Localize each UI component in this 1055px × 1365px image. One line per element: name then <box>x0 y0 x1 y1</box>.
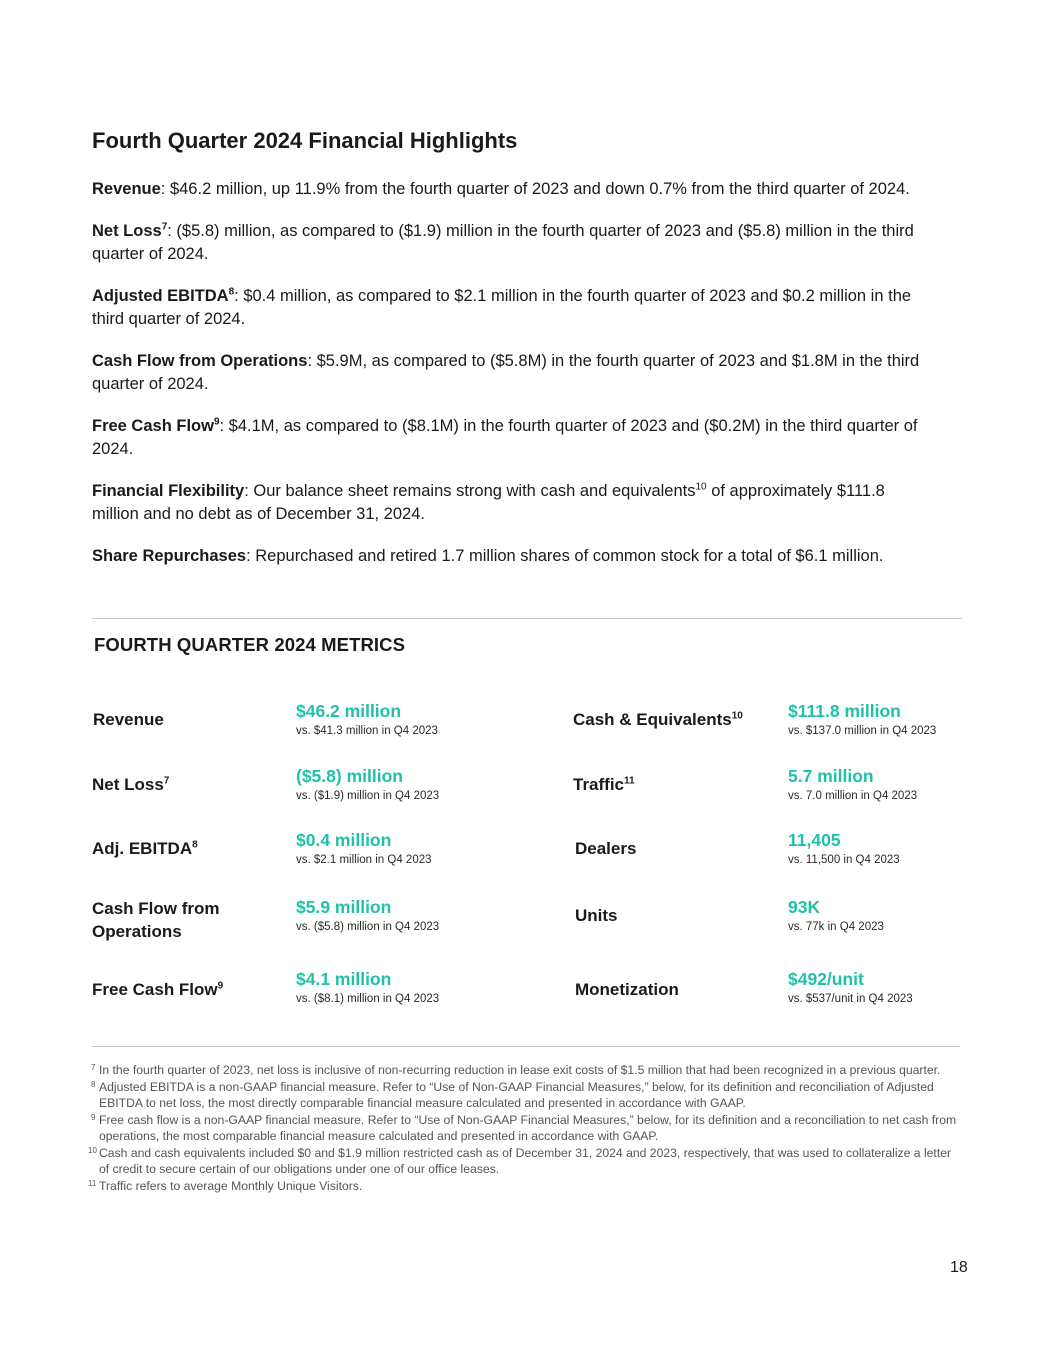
highlight-text: : ($5.8) million, as compared to ($1.9) million in the fourth quarter of 2023 and ($5.8) million in the third quarter of 2024. <box>92 222 914 263</box>
highlight-label: Free Cash Flow <box>92 417 214 435</box>
highlight-cash-flow-operations <box>92 350 932 396</box>
highlight-text: : $0.4 million, as compared to $2.1 million in the fourth quarter of 2023 and $0.2 million in the third quarter of 2024. <box>92 287 912 328</box>
metric-label-text: Monetization <box>575 980 679 999</box>
highlight-text: : $4.1M, as compared to ($8.1M) in the fourth quarter of 2023 and ($0.2M) in the third quarter of 2024. <box>92 417 918 458</box>
footnote-ref: 8 <box>228 286 235 298</box>
footnotes <box>88 1062 962 1194</box>
footnote-ref: 7 <box>163 775 170 787</box>
metric-value: 11,405 <box>788 830 841 850</box>
metric-value-dealers <box>788 829 900 866</box>
metric-compare: vs. ($8.1) million in Q4 2023 <box>296 993 440 1005</box>
metric-label-units <box>575 904 618 927</box>
metric-label-text: Cash & Equivalents <box>573 710 732 729</box>
highlight-text: : $5.9M, as compared to ($5.8M) in the fourth quarter of 2023 and $1.8M in the third quarter of 2024. <box>92 352 920 393</box>
highlight-financial-flexibility <box>92 480 932 526</box>
metric-label-free-cash-flow <box>92 978 223 1001</box>
footnote-number: 10 <box>88 1145 97 1155</box>
footnote-text: In the fourth quarter of 2023, net loss is inclusive of non-recurring reduction in lease exit costs of $1.5 million that had been recognized in a previous quarter. <box>99 1063 941 1077</box>
metric-compare: vs. $537/unit in Q4 2023 <box>788 993 913 1005</box>
page-number: 18 <box>950 1259 968 1276</box>
highlight-label: Cash Flow from Operations <box>92 352 308 370</box>
footnote-ref: 10 <box>695 481 707 493</box>
highlight-adjusted-ebitda <box>92 285 932 331</box>
metric-value: 93K <box>788 897 821 917</box>
metric-value: 5.7 million <box>788 766 874 786</box>
metric-value-monetization <box>788 968 913 1005</box>
metric-label-cash-flow-operations <box>92 897 220 943</box>
footnote-text: Traffic refers to average Monthly Unique Visitors. <box>99 1178 363 1193</box>
footnote-ref: 9 <box>213 416 220 428</box>
metric-label-dealers <box>575 837 636 860</box>
divider <box>92 618 962 619</box>
metric-compare: vs. ($5.8) million in Q4 2023 <box>296 921 440 933</box>
metric-compare: vs. 77k in Q4 2023 <box>788 921 884 933</box>
highlight-revenue <box>92 178 932 201</box>
metric-value: $5.9 million <box>296 897 392 917</box>
highlight-share-repurchases <box>92 545 932 568</box>
metric-label-text: Units <box>575 906 618 925</box>
footnote <box>88 1145 962 1178</box>
footnote-ref: 10 <box>731 710 743 722</box>
footnote <box>92 1112 962 1145</box>
metric-label-text: Cash Flow from <box>92 899 220 918</box>
metric-value: $4.1 million <box>296 969 392 989</box>
highlight-label: Share Repurchases <box>92 547 247 565</box>
page-title: Fourth Quarter 2024 Financial Highlights <box>92 128 518 153</box>
footnote <box>92 1079 962 1112</box>
metric-compare: vs. 11,500 in Q4 2023 <box>788 854 900 866</box>
footnote-text: Free cash flow is a non-GAAP financial measure. Refer to “Use of Non-GAAP Financial Measures,” below, for its definition and a reconciliation to net cash from operations, the most comparable financial measure calculated and presented in accordance with GAAP. <box>99 1112 957 1143</box>
metric-label-text: Adj. EBITDA <box>92 839 193 858</box>
metric-value: $492/unit <box>788 969 864 989</box>
highlight-net-loss <box>92 220 932 266</box>
highlight-free-cash-flow <box>92 415 932 461</box>
metric-label-net-loss <box>92 773 169 796</box>
metric-label-adj-ebitda <box>92 837 198 860</box>
metric-label-text: Dealers <box>575 839 637 858</box>
footnote-number: 9 <box>91 1112 96 1122</box>
highlight-label: Revenue <box>92 180 161 198</box>
metric-label-text: Traffic <box>573 775 625 794</box>
highlight-label: Adjusted EBITDA <box>92 287 229 305</box>
metric-value-free-cash-flow <box>296 968 439 1005</box>
footnote-ref: 11 <box>624 775 635 787</box>
metric-compare: vs. ($1.9) million in Q4 2023 <box>296 790 440 802</box>
metric-value: ($5.8) million <box>296 766 403 786</box>
highlight-text: of approximately $111.8 million and no debt as of December 31, 2024. <box>92 482 885 523</box>
metric-label-text: Free Cash Flow <box>92 980 218 999</box>
metric-value: $111.8 million <box>788 701 901 721</box>
footnote-ref: 8 <box>192 839 198 851</box>
footnote-text: Cash and cash equivalents included $0 and $1.9 million restricted cash as of December 31, 2024 and 2023, respectively, that was used to collateralize a letter of credit to secure certain of our obligations under one of our office leases. <box>99 1145 952 1176</box>
footnote <box>92 1062 962 1079</box>
metric-compare: vs. $137.0 million in Q4 2023 <box>788 725 937 737</box>
highlight-label: Net Loss <box>92 222 162 240</box>
highlight-text: : Our balance sheet remains strong with cash and equivalents <box>244 482 696 500</box>
metric-value-adj-ebitda <box>296 829 432 866</box>
metric-value: $46.2 million <box>296 701 402 721</box>
footnote-number: 11 <box>88 1178 97 1188</box>
metric-value: $0.4 million <box>296 830 392 850</box>
footnote-number: 7 <box>91 1063 96 1072</box>
metric-value-revenue <box>296 700 438 737</box>
metric-value-cash-equivalents <box>788 700 936 737</box>
highlight-label: Financial Flexibility <box>92 482 245 500</box>
metric-compare: vs. 7.0 million in Q4 2023 <box>788 790 918 802</box>
footnote-text: Adjusted EBITDA is a non-GAAP financial measure. Refer to “Use of Non-GAAP Financial Measures,” below, for its definition and reconciliation of Adjusted EBITDA to net loss, the most directly comparable financial measure calculated and presented in accordance with GAAP. <box>99 1079 934 1110</box>
metrics-heading: FOURTH QUARTER 2024 METRICS <box>94 634 406 655</box>
highlight-text: : Repurchased and retired 1.7 million shares of common stock for a total of $6.1 million. <box>246 547 884 565</box>
metric-value-units <box>788 896 884 933</box>
metric-label-cash-equivalents <box>573 708 743 731</box>
highlights-section <box>92 178 932 587</box>
metric-label-text: Net Loss <box>92 775 164 794</box>
metric-compare: vs. $41.3 million in Q4 2023 <box>296 725 438 737</box>
metric-value-net-loss <box>296 765 439 802</box>
metric-compare: vs. $2.1 million in Q4 2023 <box>296 854 432 866</box>
highlight-text: : $46.2 million, up 11.9% from the fourth quarter of 2023 and down 0.7% from the third quarter of 2024. <box>160 180 910 198</box>
footnote-ref: 7 <box>161 221 168 233</box>
divider <box>92 1046 960 1047</box>
metric-label-text: Operations <box>92 922 182 941</box>
metric-value-traffic <box>788 765 917 802</box>
footnote <box>88 1178 962 1195</box>
metric-label-text: Revenue <box>93 710 164 729</box>
footnote-number: 8 <box>91 1079 96 1089</box>
metric-label-monetization <box>575 978 679 1001</box>
metric-value-cash-flow-operations <box>296 896 439 933</box>
metric-label-traffic <box>573 773 635 796</box>
footnote-ref: 9 <box>217 980 224 992</box>
metric-label-revenue <box>93 708 164 731</box>
